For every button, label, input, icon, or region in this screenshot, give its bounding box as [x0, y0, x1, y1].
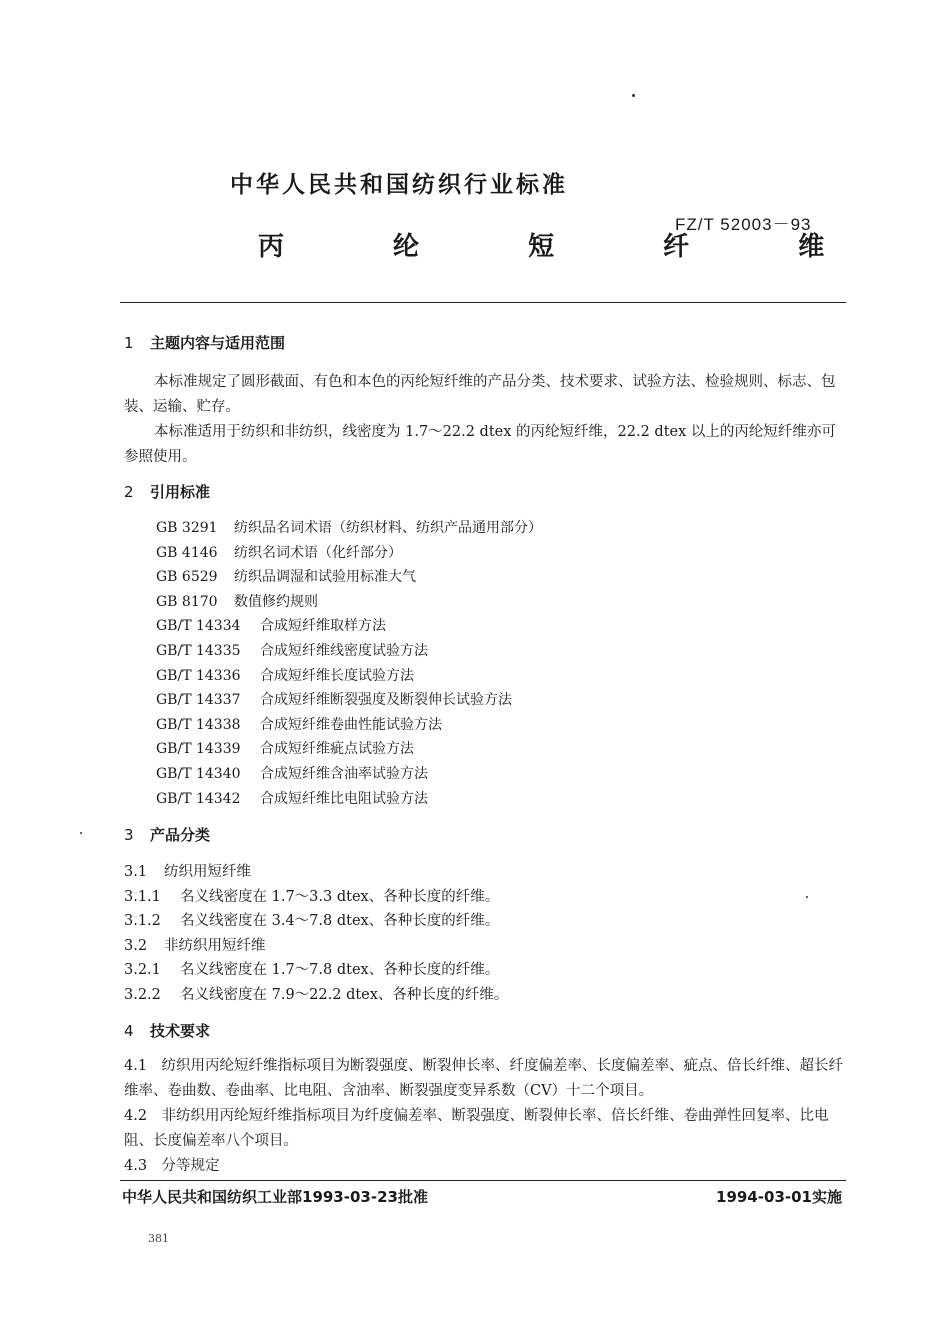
reference-title: 合成短纤维断裂强度及断裂伸长试验方法 — [260, 692, 512, 709]
reference-code: GB 3291 — [156, 520, 218, 536]
reference-title: 合成短纤维含油率试验方法 — [260, 766, 428, 782]
clause-text: 纺织用短纤维 — [164, 864, 251, 880]
page-number: 381 — [148, 1232, 169, 1245]
reference-title: 纺织品名词术语（纺织材料、纺织产品通用部分） — [234, 520, 542, 536]
reference-code: GB/T 14335 — [156, 643, 241, 659]
clause-4-2: 4.2 非纺织用丙纶短纤维指标项目为纤度偏差率、断裂强度、断裂伸长率、倍长纤维、卷曲弹性回复率、比电阻、长度偏差率八个项目。 — [124, 1108, 829, 1149]
clause-4-1: 4.1 纺织用丙纶短纤维指标项目为断裂强度、断裂伸长率、纤度偏差率、长度偏差率、疵点、倍长纤维、超长纤维率、卷曲数、卷曲率、比电阻、含油率、断裂强度变异系数（CV）十二个项目。 — [124, 1058, 844, 1099]
reference-code: GB 4146 — [156, 544, 218, 561]
scan-speck — [632, 94, 635, 97]
reference-item — [156, 689, 512, 709]
reference-title: 纺织品调湿和试验用标准大气 — [234, 569, 416, 586]
classification-item — [124, 983, 508, 1004]
reference-item — [156, 788, 428, 808]
reference-title: 合成短纤维卷曲性能试验方法 — [260, 716, 442, 733]
clause-text: 名义线密度在 7.9～22.2 dtex、各种长度的纤维。 — [180, 987, 509, 1003]
footer-rule — [120, 1180, 846, 1181]
reference-title: 数值修约规则 — [234, 593, 318, 610]
reference-title: 合成短纤维取样方法 — [260, 618, 386, 635]
clause-number: 3.2.2 — [124, 987, 161, 1003]
reference-code: GB/T 14342 — [156, 790, 241, 807]
section-3-heading — [124, 824, 210, 845]
reference-title: 纺织名词术语（化纤部分） — [234, 544, 402, 561]
reference-item — [156, 640, 428, 660]
issuing-organization: 中华人民共和国纺织行业标准 — [230, 172, 568, 198]
reference-item — [156, 665, 414, 685]
clause-text: 名义线密度在 1.7～3.3 dtex、各种长度的纤维。 — [180, 888, 500, 905]
section-title: 产品分类 — [150, 826, 211, 844]
clause-text: 名义线密度在 3.4～7.8 dtex、各种长度的纤维。 — [180, 913, 500, 930]
reference-item — [156, 566, 416, 586]
reference-item — [156, 714, 442, 734]
classification-item — [124, 934, 266, 955]
clause-number: 3.2.1 — [124, 962, 161, 979]
reference-title: 合成短纤维线密度试验方法 — [260, 643, 428, 659]
section-2-heading — [124, 481, 210, 502]
section-number: 2 — [124, 483, 134, 501]
scan-speck — [80, 832, 82, 834]
clause-number: 3.1 — [124, 864, 148, 880]
scan-speck — [806, 896, 808, 898]
reference-item — [156, 763, 428, 783]
reference-code: GB/T 14339 — [156, 741, 241, 758]
clause-4-3: 4.3 分等规定 — [124, 1158, 220, 1174]
clause-number: 3.1.1 — [124, 888, 161, 905]
reference-code: GB 8170 — [156, 593, 218, 610]
reference-title: 合成短纤维长度试验方法 — [260, 667, 414, 684]
section-1-paragraph-1: 本标准规定了圆形截面、有色和本色的丙纶短纤维的产品分类、技术要求、试验方法、检验规则、标志、包装、运输、贮存。 — [124, 374, 836, 415]
reference-code: GB/T 14340 — [156, 766, 241, 782]
classification-item — [124, 860, 251, 881]
classification-item — [124, 909, 499, 930]
section-1-paragraph-2: 本标准适用于纺织和非纺织，线密度为 1.7～22.2 dtex 的丙纶短纤维，22.2 dtex 以上的丙纶短纤维亦可参照使用。 — [124, 424, 836, 465]
reference-item — [156, 738, 414, 758]
reference-item — [156, 591, 318, 611]
reference-title: 合成短纤维疵点试验方法 — [260, 741, 414, 758]
classification-item — [124, 885, 499, 906]
section-number: 1 — [124, 334, 134, 352]
section-1-heading — [124, 332, 285, 353]
section-number: 3 — [124, 826, 134, 844]
header-rule — [120, 302, 846, 303]
section-number: 4 — [124, 1022, 134, 1040]
reference-code: GB/T 14334 — [156, 618, 241, 635]
classification-item — [124, 958, 499, 979]
clause-number: 3.1.2 — [124, 913, 161, 930]
section-title: 引用标准 — [150, 483, 211, 501]
reference-item — [156, 542, 402, 562]
reference-item — [156, 517, 542, 537]
document-title: 丙 纶 短 纤 维 — [258, 232, 875, 262]
clause-text: 名义线密度在 1.7～7.8 dtex、各种长度的纤维。 — [180, 962, 500, 979]
reference-code: GB/T 14336 — [156, 667, 241, 684]
reference-code: GB 6529 — [156, 569, 218, 586]
standard-code: FZ/T 52003－93 — [675, 215, 812, 234]
effective-date: 1994-03-01实施 — [716, 1188, 842, 1206]
section-title: 主题内容与适用范围 — [150, 334, 286, 352]
approval-date: 中华人民共和国纺织工业部1993-03-23批准 — [122, 1188, 428, 1206]
reference-title: 合成短纤维比电阻试验方法 — [260, 790, 428, 807]
clause-number: 3.2 — [124, 937, 148, 954]
reference-code: GB/T 14338 — [156, 716, 241, 733]
section-4-heading — [124, 1020, 210, 1041]
section-title: 技术要求 — [150, 1022, 211, 1040]
reference-item — [156, 615, 386, 635]
clause-text: 非纺织用短纤维 — [164, 937, 266, 954]
reference-code: GB/T 14337 — [156, 692, 241, 709]
